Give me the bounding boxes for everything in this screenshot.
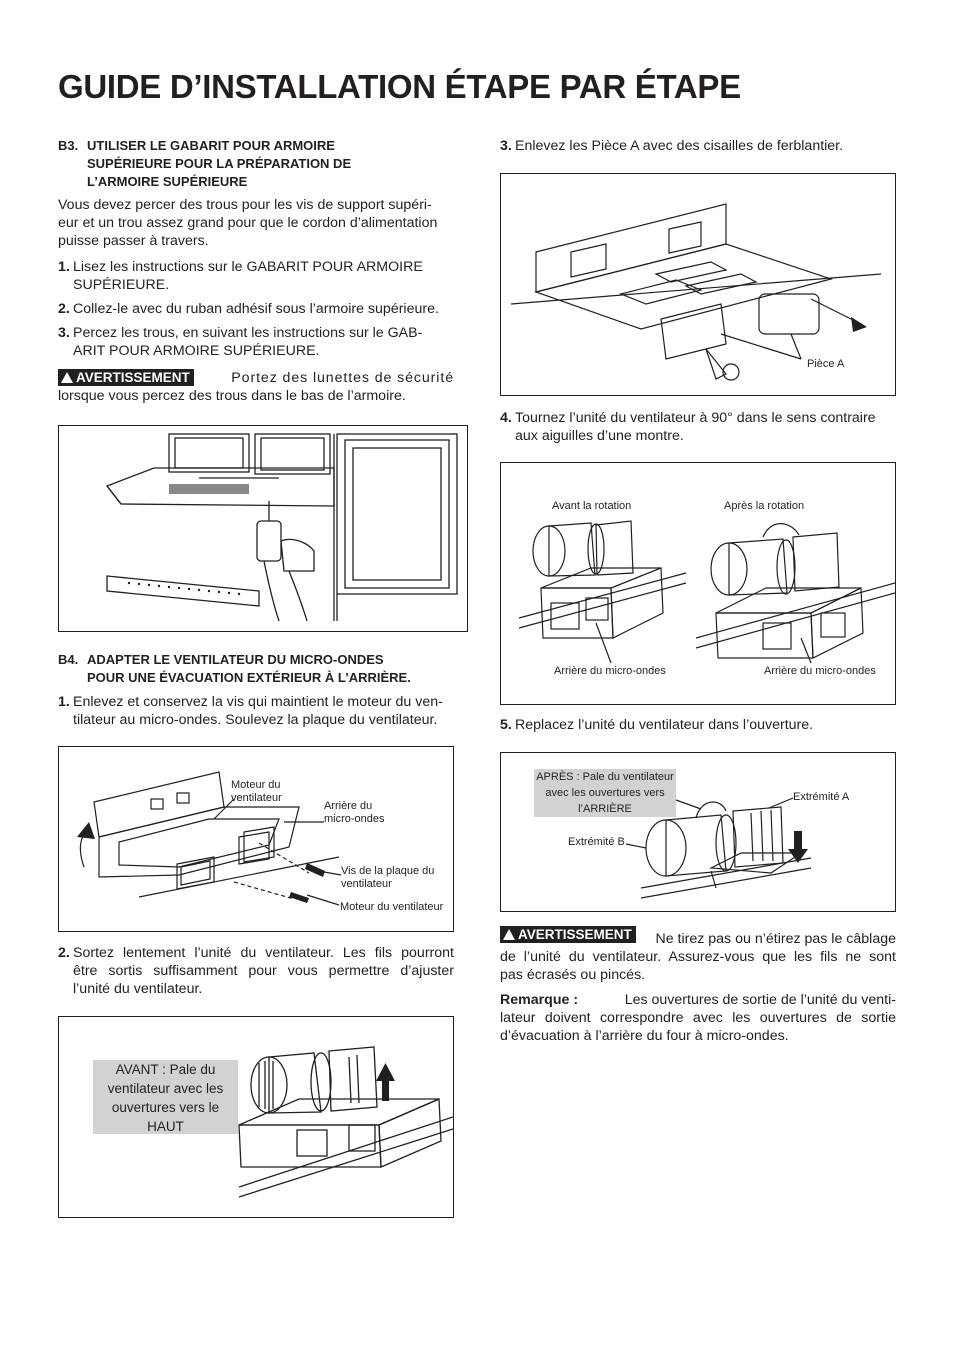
avant-callout bbox=[93, 1060, 238, 1134]
step-number: 4. bbox=[500, 410, 512, 426]
right-step-3 bbox=[500, 137, 900, 155]
heading-line: ADAPTER LE VENTILATEUR DU MICRO-ONDES bbox=[87, 652, 384, 667]
figure-fan-plate bbox=[58, 746, 454, 932]
figure-piece-a bbox=[500, 173, 896, 396]
heading-line: POUR UNE ÉVACUATION EXTÉRIEUR À L’ARRIÈRE. bbox=[87, 670, 411, 685]
label-line: Moteur du bbox=[231, 779, 281, 791]
warning-badge bbox=[58, 369, 194, 386]
label-rear-left: Arrière du micro-ondes bbox=[554, 665, 666, 677]
text-line: puisse passer à travers. bbox=[58, 233, 209, 249]
apres-callout bbox=[534, 769, 676, 817]
text-line: Enlevez les Pièce A avec des cisailles de ferblantier. bbox=[515, 138, 844, 154]
label-piece-a: Pièce A bbox=[807, 358, 845, 370]
text-line: être sortis suffisamment pour vous permettre d’ajuster bbox=[73, 963, 454, 979]
warning-label: AVERTISSEMENT bbox=[518, 927, 632, 942]
text-line: aux aiguilles d’une montre. bbox=[515, 428, 684, 444]
warning-text: lorsque vous percez des trous dans le bas de l’armoire. bbox=[58, 388, 406, 404]
warning-triangle-icon bbox=[503, 929, 515, 940]
figure-fan-out bbox=[58, 1016, 454, 1218]
label-line: ventilateur bbox=[231, 792, 282, 804]
text-line: eur et un trou assez grand pour que le cordon d’alimentation bbox=[58, 215, 438, 231]
heading-line: SUPÉRIEURE POUR LA PRÉPARATION DE bbox=[87, 156, 352, 171]
text-line: Vous devez percer des trous pour les vis de support supéri- bbox=[58, 197, 432, 213]
note-text: lateur doivent correspondre avec les ouvertures de sortie bbox=[500, 1010, 896, 1026]
figure-drilling-cabinet bbox=[58, 425, 468, 632]
step-number: 1. bbox=[58, 259, 70, 275]
step-number: 2. bbox=[58, 301, 70, 317]
section-number: B4. bbox=[58, 652, 79, 667]
step-number: 5. bbox=[500, 717, 512, 733]
figure-rotation bbox=[500, 462, 896, 705]
label-line: ventilateur bbox=[341, 878, 392, 890]
b3-step-3 bbox=[58, 324, 458, 360]
warning-text: Portez des lunettes de sécurité bbox=[231, 370, 454, 386]
step-number: 3. bbox=[500, 138, 512, 154]
text-line: ARIT POUR ARMOIRE SUPÉRIEURE. bbox=[73, 343, 320, 359]
b3-intro bbox=[58, 196, 458, 250]
warning-text: pas écrasés ou pincés. bbox=[500, 967, 646, 983]
page-title: GUIDE D’INSTALLATION ÉTAPE PAR ÉTAPE bbox=[58, 68, 741, 105]
callout-line: ouvertures vers le bbox=[111, 1100, 220, 1115]
note-label: Remarque : bbox=[500, 992, 579, 1008]
text-line: SUPÉRIEURE. bbox=[73, 277, 170, 293]
heading-line: L’ARMOIRE SUPÉRIEURE bbox=[87, 174, 248, 189]
b3-step-2 bbox=[58, 300, 458, 318]
label-rear-right: Arrière du micro-ondes bbox=[764, 665, 876, 677]
step-number: 2. bbox=[58, 945, 70, 961]
text-line: Replacez l’unité du ventilateur dans l’ouverture. bbox=[515, 717, 814, 733]
note-text: Les ouvertures de sortie de l’unité du venti- bbox=[624, 992, 896, 1008]
b4-step-2 bbox=[58, 944, 454, 998]
label-fan-motor-bottom: Moteur du ventilateur bbox=[340, 901, 444, 913]
warning-badge bbox=[500, 926, 636, 943]
text-line: tilateur au micro-ondes. Soulevez la plaque du ventilateur. bbox=[73, 712, 438, 728]
text-line: Percez les trous, en suivant les instructions sur le GAB- bbox=[73, 325, 423, 341]
text-line: Lisez les instructions sur le GABARIT POUR ARMOIRE bbox=[73, 259, 423, 275]
warning-label: AVERTISSEMENT bbox=[76, 370, 190, 385]
note-text: d’évacuation à l’arrière du four à micro-ondes. bbox=[500, 1028, 789, 1044]
step-number: 1. bbox=[58, 694, 70, 710]
text-line: Sortez lentement l’unité du ventilateur. Les fils pourront bbox=[73, 945, 454, 961]
callout-line: ventilateur avec les bbox=[107, 1081, 224, 1096]
b4-step-1 bbox=[58, 693, 458, 729]
text-line: l’unité du ventilateur. bbox=[73, 981, 203, 997]
section-b3-heading bbox=[58, 137, 458, 191]
callout-line: APRÈS : Pale du ventilateur bbox=[536, 771, 674, 783]
step-number: 3. bbox=[58, 325, 70, 341]
callout-line: avec les ouvertures vers bbox=[545, 787, 665, 799]
right-note bbox=[500, 991, 896, 1045]
text-line: Enlevez et conservez la vis qui maintient le moteur du ven- bbox=[73, 694, 443, 710]
warning-triangle-icon bbox=[61, 372, 73, 383]
label-microwave-rear bbox=[324, 800, 385, 826]
label-plate-screw bbox=[341, 865, 434, 891]
drilling-illustration bbox=[59, 426, 467, 631]
label-line: micro-ondes bbox=[324, 813, 385, 825]
warning-text: de l’unité du ventilateur. Assurez-vous que les fils ne sont bbox=[500, 949, 896, 965]
right-warning bbox=[500, 926, 896, 984]
section-b4-heading bbox=[58, 651, 458, 687]
label-fan-motor-top bbox=[231, 779, 282, 805]
section-number: B3. bbox=[58, 138, 79, 153]
text-line: Collez-le avec du ruban adhésif sous l’armoire supérieure. bbox=[73, 301, 439, 317]
b3-step-1 bbox=[58, 258, 458, 294]
warning-text: Ne tirez pas ou n’étirez pas le câblage bbox=[655, 931, 896, 947]
label-before-rotation: Avant la rotation bbox=[552, 500, 632, 512]
label-end-a: Extrémité A bbox=[793, 791, 850, 803]
b3-warning bbox=[58, 369, 454, 405]
label-end-b: Extrémité B bbox=[568, 836, 625, 848]
right-step-5 bbox=[500, 716, 900, 734]
callout-line: l’ARRIÈRE bbox=[578, 803, 632, 815]
text-line: Tournez l’unité du ventilateur à 90° dans le sens contraire bbox=[515, 410, 876, 426]
heading-line: UTILISER LE GABARIT POUR ARMOIRE bbox=[87, 138, 335, 153]
right-step-4 bbox=[500, 409, 900, 445]
label-line: Arrière du bbox=[324, 800, 373, 812]
callout-line: HAUT bbox=[147, 1119, 184, 1134]
callout-line: AVANT : Pale du bbox=[115, 1062, 216, 1077]
figure-replace-fan bbox=[500, 752, 896, 912]
label-after-rotation: Après la rotation bbox=[724, 500, 805, 512]
label-line: Vis de la plaque du bbox=[341, 865, 435, 877]
